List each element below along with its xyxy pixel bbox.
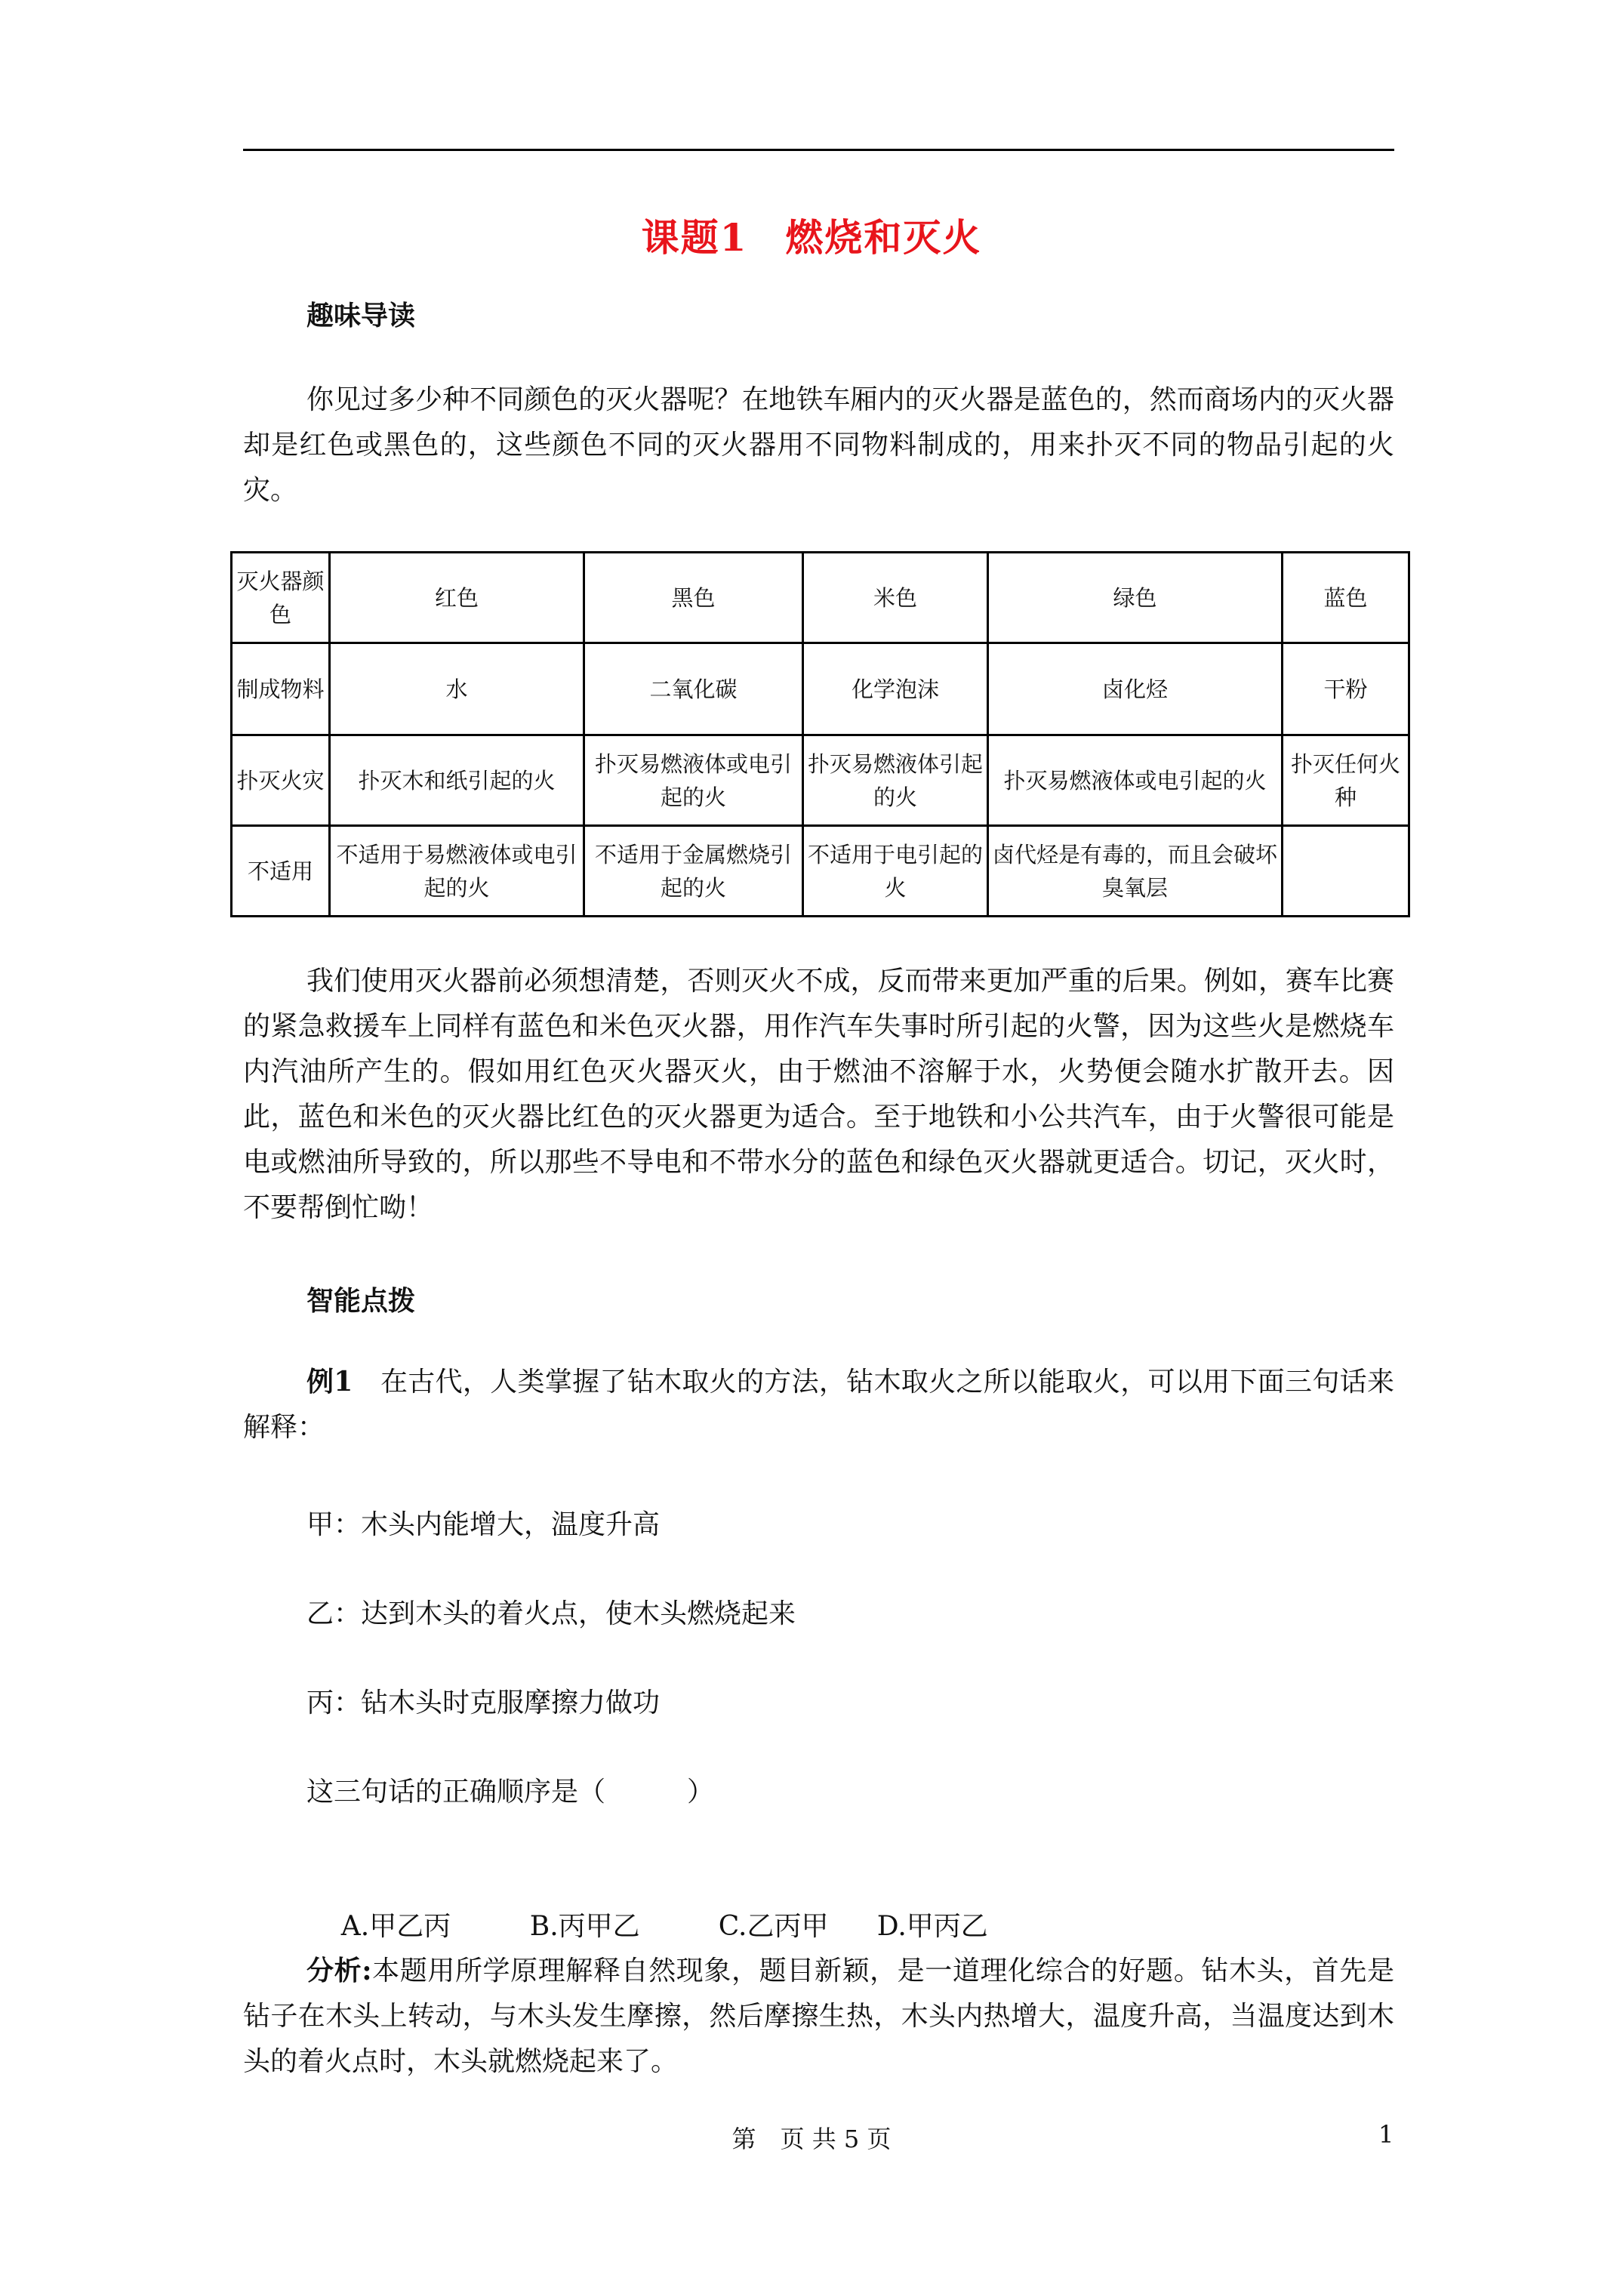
- table-cell: 红色: [330, 553, 584, 643]
- choice-c: C.乙丙甲: [718, 1911, 829, 1942]
- example-paragraph: [243, 1359, 1394, 1450]
- table-cell: 制成物料: [232, 643, 330, 735]
- table-cell: 不适用于电引起的火: [803, 826, 988, 917]
- question: 这三句话的正确顺序是（ ）: [306, 1777, 715, 1808]
- choice-d: D.甲丙乙: [876, 1911, 988, 1942]
- table-row: [232, 643, 1409, 735]
- table-row: [232, 735, 1409, 826]
- title-number: 课题1: [641, 215, 748, 260]
- table-cell: 扑灭易燃液体或电引起的火: [988, 735, 1283, 826]
- page-title: [0, 208, 1623, 262]
- table-cell: 不适用: [232, 826, 330, 917]
- table-cell: 化学泡沫: [803, 643, 988, 735]
- footer-page-info: 第 页 共 5 页: [731, 2125, 892, 2153]
- table-cell: 扑灭易燃液体或电引起的火: [584, 735, 803, 826]
- analysis-label: 分析:: [306, 1955, 372, 1986]
- table-cell: 米色: [803, 553, 988, 643]
- header-rule: [243, 149, 1394, 151]
- table-cell: [1283, 826, 1409, 917]
- intro-paragraph: 你见过多少种不同颜色的灭火器呢？在地铁车厢内的灭火器是蓝色的，然而商场内的灭火器却是红色或黑色的，这些颜色不同的灭火器用不同物料制成的，用来扑灭不同的物品引起的火灾。: [243, 384, 1394, 506]
- title-text: 燃烧和灭火: [785, 215, 982, 260]
- analysis-paragraph: [243, 1948, 1394, 2085]
- table-cell: 不适用于金属燃烧引起的火: [584, 826, 803, 917]
- choice-a: A.甲乙丙: [340, 1911, 451, 1942]
- table-cell: 二氧化碳: [584, 643, 803, 735]
- example-text: 在古代，人类掌握了钻木取火的方法，钻木取火之所以能取火，可以用下面三句话来解释：: [243, 1367, 1394, 1443]
- table-cell: 绿色: [988, 553, 1283, 643]
- body-paragraph: 我们使用灭火器前必须想清楚，否则灭火不成，反而带来更加严重的后果。例如，赛车比赛的紧急救援车上同样有蓝色和米色灭火器，用作汽车失事时所引起的火警，因为这些火是燃烧车内汽油所产生的。假如用红色灭火器灭火，由于燃油不溶解于水，火势便会随水扩散开去。因此，蓝色和米色的灭火器比红色的灭火器更为适合。至于地铁和小公共汽车，由于火警很可能是电或燃油所导致的，所以那些不导电和不带水分的蓝色和绿色灭火器就更适合。切记，灭火时，不要帮倒忙呦！: [243, 966, 1394, 1223]
- extinguisher-table: [230, 551, 1410, 917]
- table-cell: 干粉: [1283, 643, 1409, 735]
- table-cell: 扑灭火灾: [232, 735, 330, 826]
- table-cell: 扑灭任何火种: [1283, 735, 1409, 826]
- statement-2: 乙：达到木头的着火点，使木头燃烧起来: [306, 1598, 796, 1629]
- table-cell: 蓝色: [1283, 553, 1409, 643]
- table-cell: 卤化烃: [988, 643, 1283, 735]
- choice-b: B.丙甲乙: [529, 1911, 640, 1942]
- table-cell: 水: [330, 643, 584, 735]
- table-cell: 黑色: [584, 553, 803, 643]
- table-row: [232, 553, 1409, 643]
- table-row: [232, 826, 1409, 917]
- table-cell: 不适用于易燃液体或电引起的火: [330, 826, 584, 917]
- example-label: 例1: [306, 1366, 353, 1398]
- statement-1: 甲：木头内能增大，温度升高: [306, 1509, 661, 1540]
- table-cell: 卤代烃是有毒的，而且会破坏臭氧层: [988, 826, 1283, 917]
- table-cell: 扑灭易燃液体引起的火: [803, 735, 988, 826]
- table-cell: 灭火器颜色: [232, 553, 330, 643]
- smart-heading: 智能点拨: [306, 1285, 416, 1317]
- page-number: 1: [1378, 2120, 1394, 2149]
- statement-3: 丙：钻木头时克服摩擦力做功: [306, 1687, 661, 1718]
- table-cell: 扑灭木和纸引起的火: [330, 735, 584, 826]
- intro-heading: 趣味导读: [306, 300, 416, 331]
- analysis-text: 本题用所学原理解释自然现象，题目新颖，是一道理化综合的好题。钻木头，首先是钻子在木头上转动，与木头发生摩擦，然后摩擦生热，木头内热增大，温度升高，当温度达到木头的着火点时，木头就燃烧起来了。: [243, 1955, 1394, 2077]
